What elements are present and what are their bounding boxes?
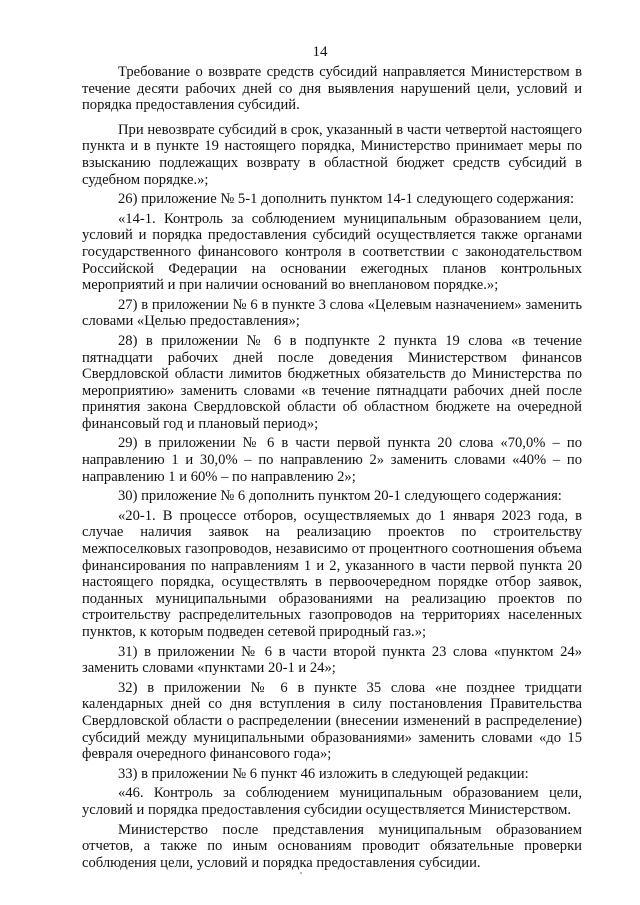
- paragraph: 32) в приложении № 6 в пункте 35 слова «не позднее тридцати календарных дней со дня вступления в силу постановления Правительства Свердловской области о распределении (внесении изменений в распределение) субсидий между муниципальными образованиями» заменить словами «до 15 февраля очередного финансового года»;: [82, 679, 582, 763]
- paragraph: Министерство после представления муниципальным образованием отчетов, а также по иным основаниям проводит обязательные проверки соблюдения цели, условий и порядка предоставления субсидии.: [82, 821, 582, 871]
- scan-artifact-dot: [300, 872, 302, 874]
- paragraph: «20-1. В процессе отборов, осуществляемых до 1 января 2023 года, в случае наличия заявок на реализацию проектов по строительству межпоселковых газопроводов, независимо от процентного соотношения объема финансирования по направлениям 1 и 2, указанного в части первой пункта 20 настоящего порядка, осуществлять в первоочередном порядке отбор заявок, поданных муниципальными образованиями на реализацию проектов по строительству распределительных газопроводов на территориях населенных пунктов, к которым подведен сетевой природный газ.»;: [82, 507, 582, 640]
- paragraph: 30) приложение № 6 дополнить пунктом 20-1 следующего содержания:: [118, 488, 562, 505]
- paragraph: 28) в приложении № 6 в подпункте 2 пункта 19 слова «в течение пятнадцати рабочих дней после доведения Министерством финансов Свердловской области лимитов бюджетных обязательств до Министерства по мероприятию» заменить словами «в течение пятнадцати рабочих дней после принятия закона Свердловской области об областном бюджете на очередной финансовый год и плановый период»;: [82, 332, 582, 432]
- paragraph: 33) в приложении № 6 пункт 46 изложить в следующей редакции:: [118, 765, 529, 782]
- page-number: 14: [312, 44, 328, 60]
- paragraph: При невозврате субсидий в срок, указанный в части четвертой настоящего пункта и в пункте 19 настоящего порядка, Министерство принимает меры по взысканию подлежащих возврату в областной бюджет средств субсидий в судебном порядке.»;: [82, 121, 582, 188]
- paragraph: 27) в приложении № 6 в пункте 3 слова «Целевым назначением» заменить словами «Целью предоставления»;: [82, 296, 582, 330]
- document-body: [82, 64, 582, 874]
- paragraph: «46. Контроль за соблюдением муниципальным образованием цели, условий и порядка предоставления субсидии осуществляется Министерством.: [82, 785, 582, 818]
- paragraph: «14-1. Контроль за соблюдением муниципальным образованием цели, условий и порядка предоставления субсидий осуществляется также органами государственного финансового контроля в соответствии с законодательством Российской Федерации на основании ежегодных планов контрольных мероприятий и при наличии оснований во внеплановом порядке.»;: [82, 210, 582, 294]
- paragraph: 31) в приложении № 6 в части второй пункта 23 слова «пунктом 24» заменить словами «пунктами 20-1 и 24»;: [82, 643, 582, 677]
- paragraph: Требование о возврате средств субсидий направляется Министерством в течение десяти рабочих дней со дня выявления нарушений цели, условий и порядка предоставления субсидий.: [82, 64, 582, 114]
- paragraph: 29) в приложении № 6 в части первой пункта 20 слова «70,0% – по направлению 1 и 30,0% – по направлению 2» заменить словами «40% – по направлению 1 и 60% – по направлению 2»;: [82, 435, 582, 485]
- paragraph: 26) приложение № 5-1 дополнить пунктом 14-1 следующего содержания:: [118, 191, 574, 208]
